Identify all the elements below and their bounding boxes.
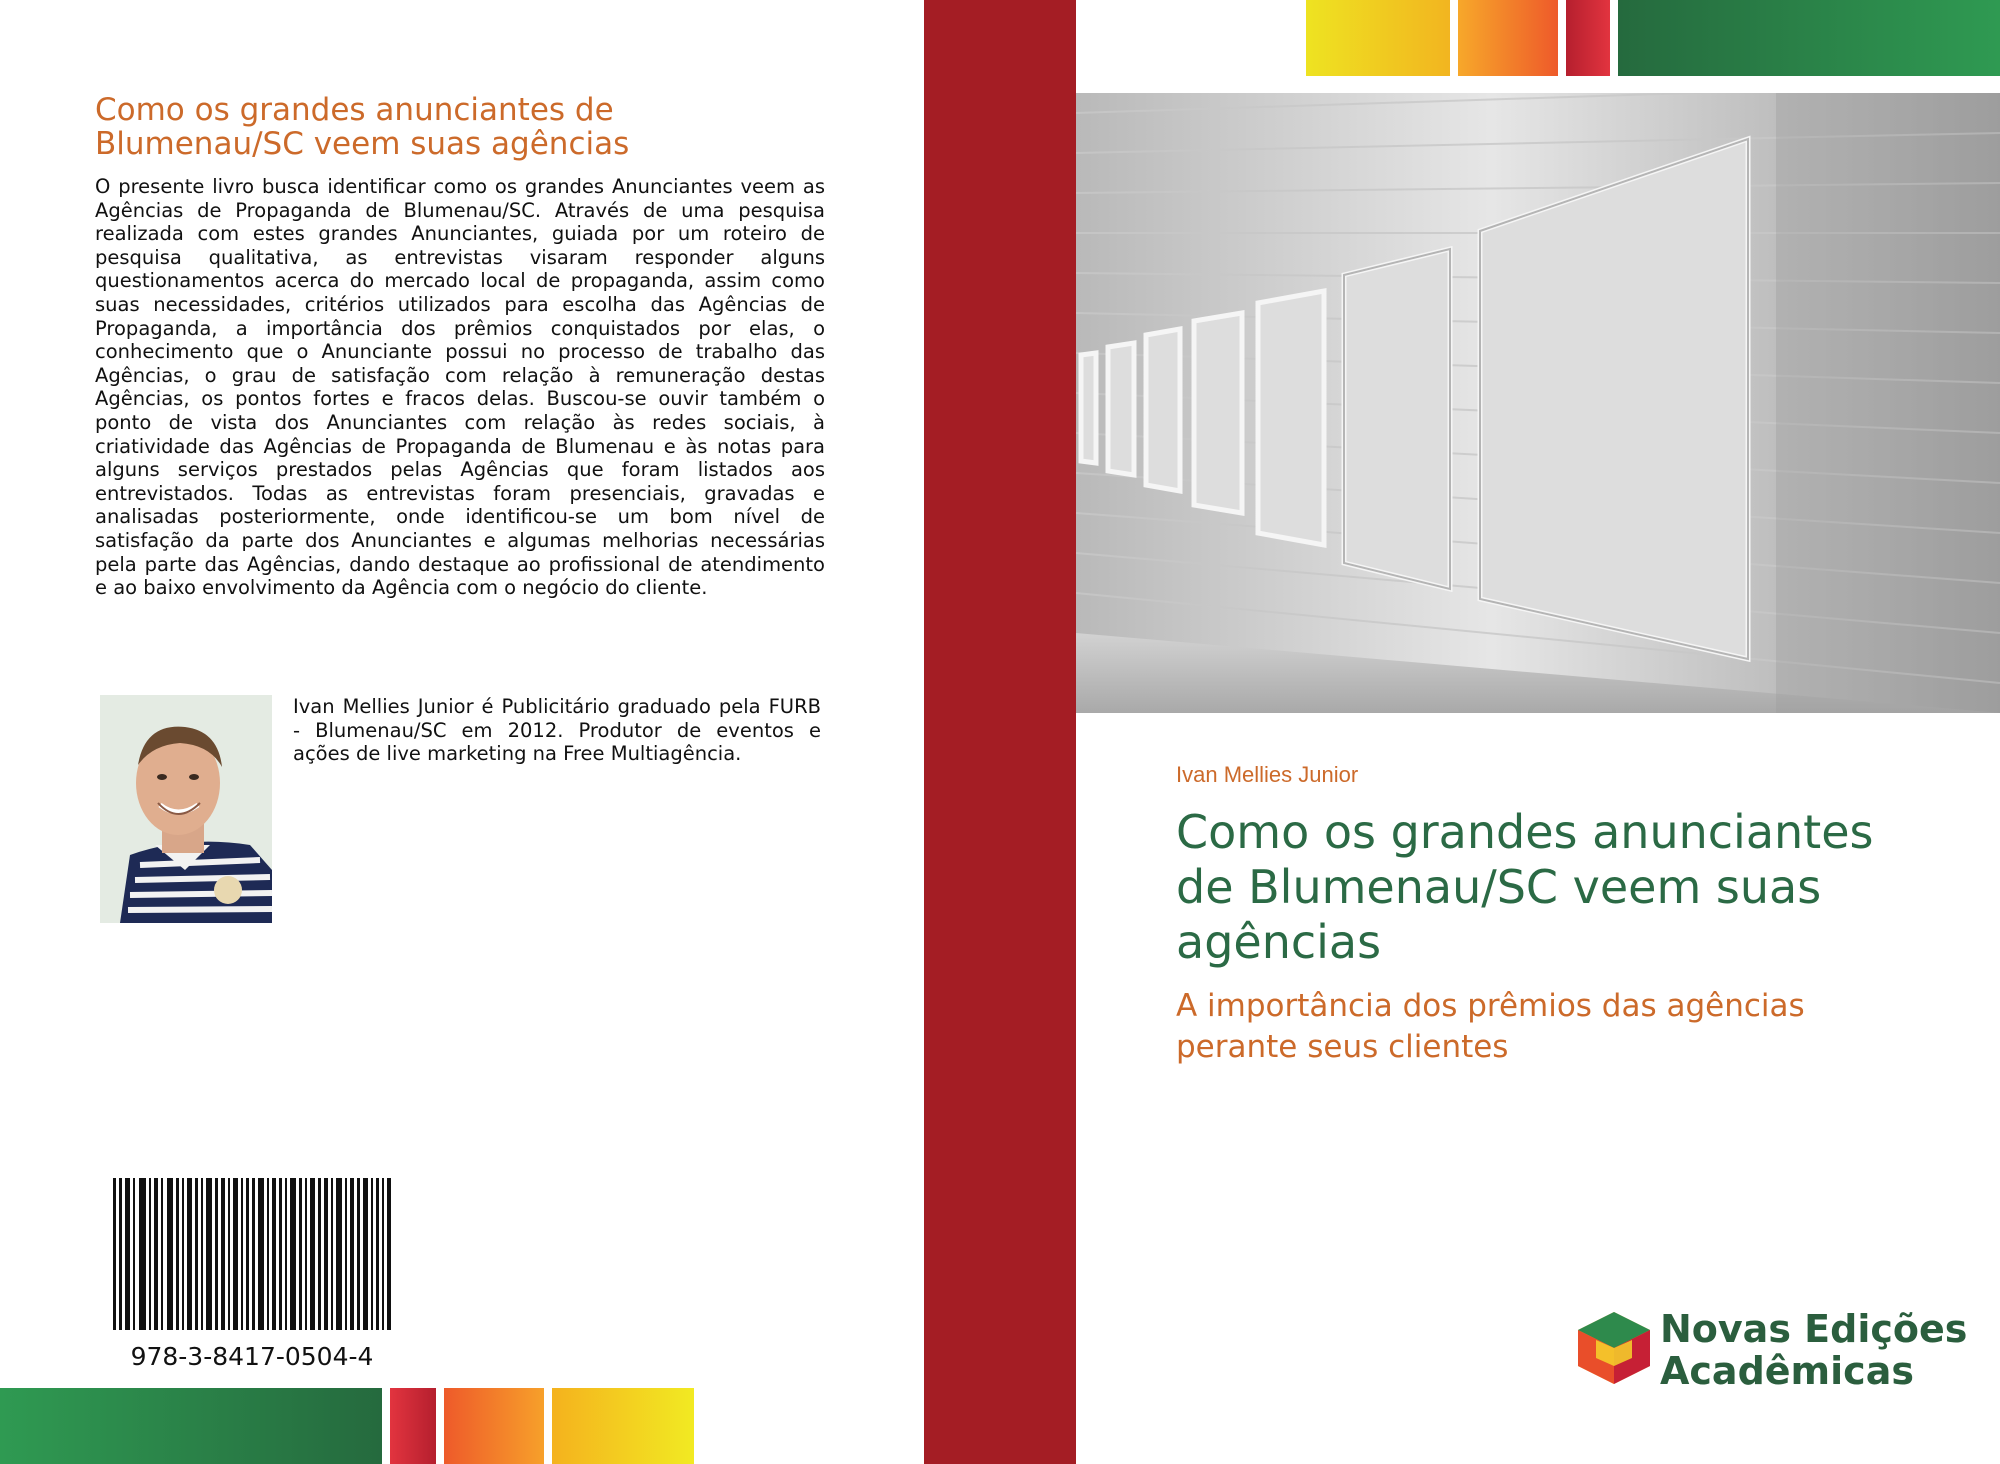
author-portrait-image bbox=[100, 695, 272, 923]
publisher-name bbox=[1660, 1308, 1967, 1392]
barcode bbox=[113, 1178, 391, 1330]
author-photo bbox=[100, 695, 272, 923]
stripe-red bbox=[390, 1388, 436, 1464]
stripe-green bbox=[0, 1388, 382, 1464]
book-spine bbox=[924, 0, 1076, 1464]
front-author-name: Ivan Mellies Junior bbox=[1176, 762, 1359, 787]
front-book-subtitle: A importância dos prêmios das agências perante seus clientes bbox=[1176, 988, 1805, 1065]
back-title-line-1: Como os grandes anunciantes de bbox=[95, 92, 614, 128]
isbn-number: 978-3-8417-0504-4 bbox=[130, 1342, 374, 1371]
publisher-name-line-2: Acadêmicas bbox=[1660, 1349, 1914, 1393]
top-stripe-red bbox=[1566, 0, 1610, 76]
author-bio: Ivan Mellies Junior é Publicitário graduado pela FURB - Blumenau/SC em 2012. Produtor de eventos e ações de live marketing na Free Multiagência. bbox=[293, 695, 821, 766]
publisher-name-line-1: Novas Edições bbox=[1660, 1307, 1968, 1351]
publisher-logo-icon bbox=[1574, 1310, 1654, 1386]
brick-wall-frames-image bbox=[1076, 93, 2000, 713]
stripe-orange bbox=[444, 1388, 544, 1464]
top-stripe-yellow bbox=[1306, 0, 1450, 76]
cover-photo bbox=[1076, 93, 2000, 713]
back-title-line-2: Blumenau/SC veem suas agências bbox=[95, 126, 630, 162]
top-stripe-orange bbox=[1458, 0, 1558, 76]
back-cover-synopsis: O presente livro busca identificar como os grandes Anunciantes veem as Agências de Propaganda de Blumenau/SC. Através de uma pesquisa realizada com estes grandes Anunciantes, guiada por um roteiro de pesquisa qualitativa, as entrevistas visaram responder alguns questionamentos acerca do mercado local de propaganda, assim como suas necessidades, critérios utilizados para escolha das Agências de Propaganda, a importância dos prêmios conquistados por elas, o conhecimento que o Anunciante possui no processo de trabalho das Agências, o grau de satisfação com relação à remuneração destas Agências, os pontos fortes e fracos delas. Buscou-se ouvir também o ponto de vista dos Anunciantes com relação às redes sociais, à criatividade das Agências de Propaganda de Blumenau e às notas para alguns serviços prestados pelas Agências que foram listados aos entrevistados. Todas as entrevistas foram presenciais, gravadas e analisadas posteriormente, onde identificou-se um bom nível de satisfação da parte dos Anunciantes e algumas melhorias necessárias pela parte das Agências, dando destaque ao profissional de atendimento e ao baixo envolvimento da Agência com o negócio do cliente. bbox=[95, 175, 825, 600]
stripe-yellow bbox=[552, 1388, 694, 1464]
top-stripe-green bbox=[1618, 0, 2000, 76]
front-book-title: Como os grandes anunciantes de Blumenau/SC veem suas agências bbox=[1176, 805, 1874, 969]
back-cover-title bbox=[95, 93, 855, 161]
